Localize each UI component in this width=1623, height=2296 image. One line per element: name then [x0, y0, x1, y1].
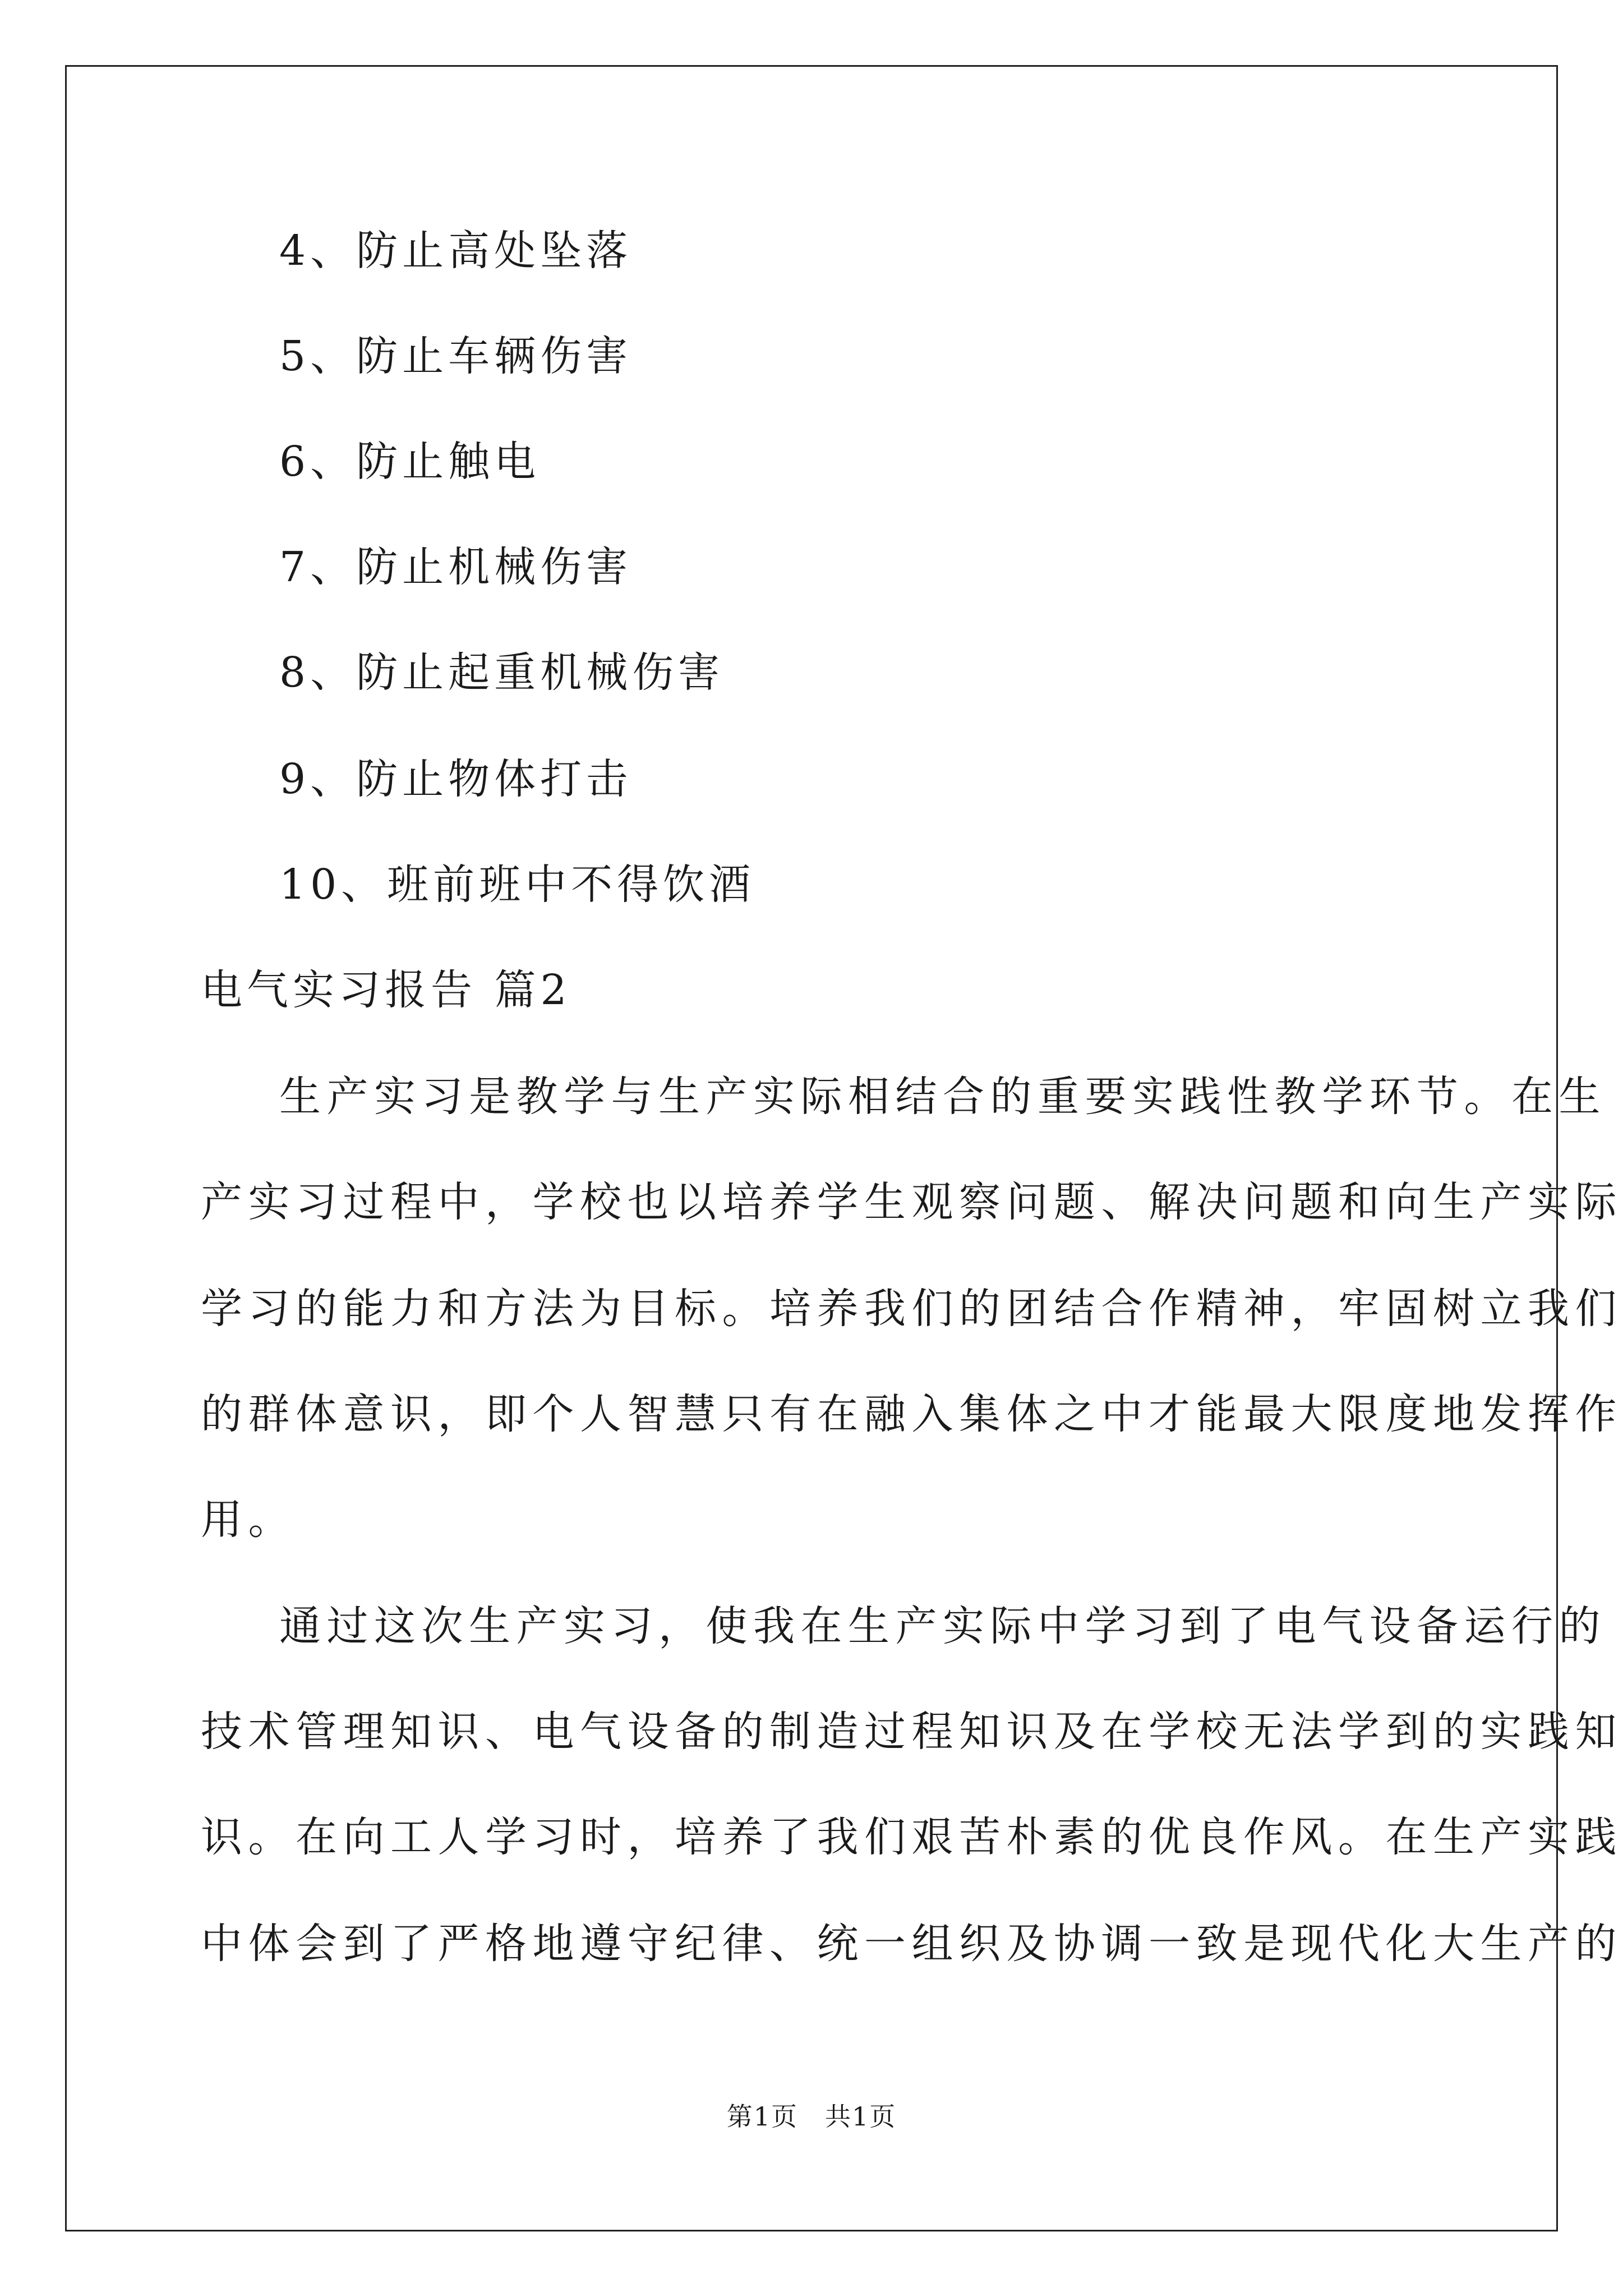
list-item: 5、防止车辆伤害	[279, 332, 633, 380]
paragraph-line: 生产实习是教学与生产实际相结合的重要实践性教学环节。在生	[279, 1073, 1606, 1121]
paragraph-line: 产实习过程中，学校也以培养学生观察问题、解决问题和向生产实际	[201, 1178, 1622, 1226]
paragraph-line: 中体会到了严格地遵守纪律、统一组织及协调一致是现代化大生产的	[201, 1920, 1622, 1968]
paragraph-line: 技术管理知识、电气设备的制造过程知识及在学校无法学到的实践知	[201, 1708, 1622, 1756]
list-item: 7、防止机械伤害	[279, 543, 633, 591]
page-footer: 第1页 共1页	[726, 2101, 897, 2132]
paragraph-line: 用。	[201, 1496, 296, 1544]
list-item: 10、班前班中不得饮酒	[279, 861, 755, 909]
paragraph-line: 识。在向工人学习时，培养了我们艰苦朴素的优良作风。在生产实践	[201, 1813, 1622, 1861]
paragraph-line: 学习的能力和方法为目标。培养我们的团结合作精神，牢固树立我们	[201, 1285, 1622, 1333]
list-item: 4、防止高处坠落	[279, 227, 633, 275]
list-item: 6、防止触电	[279, 438, 541, 486]
section-title: 电气实习报告 篇2	[201, 966, 571, 1014]
paragraph-line: 的群体意识，即个人智慧只有在融入集体之中才能最大限度地发挥作	[201, 1390, 1622, 1438]
list-item: 9、防止物体打击	[279, 755, 633, 803]
page-border	[65, 65, 1558, 2231]
paragraph-line: 通过这次生产实习，使我在生产实际中学习到了电气设备运行的	[279, 1602, 1606, 1650]
list-item: 8、防止起重机械伤害	[279, 648, 725, 697]
